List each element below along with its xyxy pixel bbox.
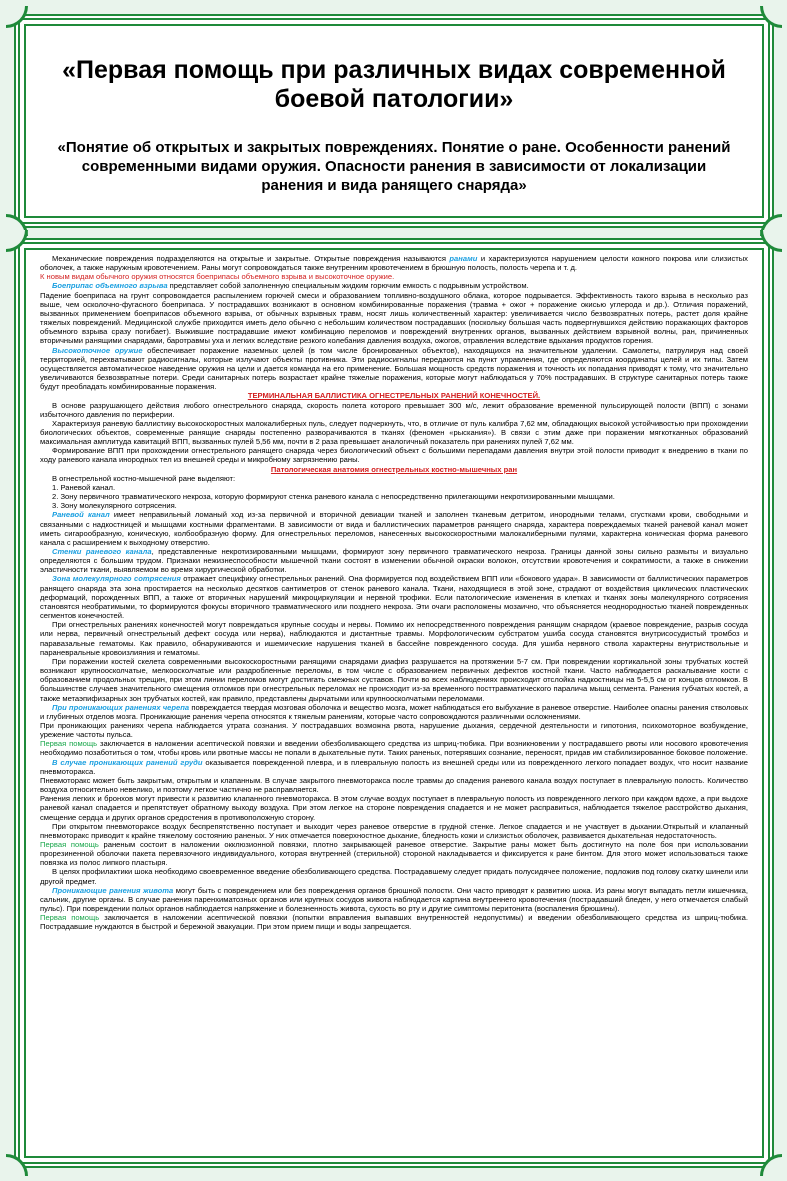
paragraph: [40, 254, 748, 272]
paragraph: [40, 703, 748, 721]
paragraph: Характеризуя раневую баллистику высокоскоростных малокалиберных пуль, следует подчеркнуть, что, в отличие от пуль калибра 7,62 мм, обладающих высокой устойчивостью при прохождении биологических объектов, современные ранящие снаряды постепенно разворачиваются в тканях (феномен «рыскания»). В связи с этим даже при поражении мягкотканных образований максимальная амплитуда кавитаций ВПП, вызванных пулей 5,56 мм, почти в 2 раза превышает аналогичный показатель при ранениях пулей 7,62 мм.: [40, 418, 748, 447]
page-title: «Первая помощь при различных видах современной боевой патологии»: [62, 56, 726, 113]
first-aid-label: Первая помощь: [40, 739, 98, 749]
paragraph: [40, 886, 748, 913]
paragraph: Ранения легких и бронхов могут привести к развитию клапанного пневмоторакса. В этом случае воздух поступает в плевральную полость из поврежденного легкого при каждом вдохе, а при выдохе раневой канал спадается и препятствует обратному выходу воздуха. При этом легкое на стороне повреждения спадается и не может расправиться, наблюдается тяжелое расстройство дыхания, смещение сердца и других органов средостения в противоположную сторону.: [40, 794, 748, 822]
text-span: оказывается поврежденной плевра, и в плевральную полость из внешней среды или из поврежденного легкого попадает воздух, что носит название пневмоторакса.: [40, 757, 748, 776]
text-span: отражает специфику огнестрельных ранений. Она формируется под воздействием ВПП или «бокового удара». В зависимости от баллистических параметров ранящего снаряда эта зона простирается на несколько десятков сантиметров от стенок раневого канала. Ткани, находящиеся в этой зоне, страдают от воздействия циклических пластических деформаций, порожденных ВПП, а также от вторичных нарушений микроциркуляции и нервной трофики. Если патологические изменения в клетках и тканях зоны молекулярного сотрясения становятся необратимыми, то формируются фокусы вторичного травматического или позднего некроза. Эти очаги расположены мозаично, что объясняется неоднородностью тканей поврежденных сегментов конечностей.: [40, 574, 749, 621]
corner-ornament: [760, 230, 782, 252]
corner-ornament: [760, 6, 782, 28]
paragraph: [40, 510, 748, 547]
section-heading: Патологическая анатомия огнестрельных костно-мышечных ран: [270, 464, 518, 474]
corner-ornament: [6, 1154, 28, 1176]
paragraph: При открытом пневмотораксе воздух беспрепятственно поступает и выходит через раневое отверстие в грудной стенке. Легкое спадается и не участвует в дыхании.Открытый и клапанный пневмоторакс приводит к крайне тяжелому состоянию раненых. У них отмечается поверхностное дыхание, бледность кожи и слизистых оболочек, развивается дыхательная недостаточность.: [40, 821, 748, 840]
paragraph: [40, 346, 748, 392]
corner-ornament: [6, 6, 28, 28]
article-body: [40, 254, 748, 932]
term-highlight: При проникающих ранениях черепа: [52, 702, 190, 712]
text-span: , представленные некротизированными мышцами, формируют зону первичного травматического некроза. Границы данной зоны сильно размыты и визуально определяются с большим трудом. Признаки нежизнеспособности мышечной ткани состоят в изменении обычной окраски волокон, отсутствии кровотечения и сократимости, а также в снижении эластичности ткани, выявляемом во время хирургической обработки.: [40, 547, 748, 575]
term-highlight: В случае проникающих ранений груди: [52, 757, 203, 767]
text-span: представляет собой заполненную специальным жидким горючим емкость с подрывным устройством.: [167, 281, 529, 291]
term-highlight: Раневой канал: [52, 510, 110, 520]
paragraph: В основе разрушающего действия любого огнестрельного снаряда, скорость полета которого превышает 300 м/с, лежит образование временной пульсирующей полости (ВПП) с зонами избыточного давления по периферии.: [40, 400, 748, 419]
text-span: имеет неправильный ломаный ход из-за первичной и вторичной девиации тканей и заполнен тканевым детритом, инородными телами, сгустками крови, свободными и связанными с надкостницей и мышцами костными фрагментами. В зависимости от вида и баллистических параметров ранящего снаряда, характера повреждаемых тканей раневой канал может иметь сигарообразную, коническую, колбообразную форму. Для огнестрельных переломов, нанесенных высокоскоростными малокалиберными пулями, характерна коническая форма раневого канала с расширением к выходному отверстию.: [40, 510, 748, 547]
header-panel: [14, 14, 774, 228]
text-span: могут быть с повреждением или без повреждения органов брюшной полости. Они часто приводят к развитию шока. Из раны могут выпадать петли кишечника, сальник, другие органы. В случае ранения паренхиматозных органов или крупных сосудов живота наблюдается картина внутреннего кровотечения (пострадавший бледен, у него отмечается слабый пульс). При повреждении полых органов наблюдается напряжение и болезненность живота, сухость во рту и другие симптомы перитонита (воспаления брюшины).: [40, 885, 748, 914]
list-item: 2. Зону первичного травматического некроза, которую формируют стенка раневого канала с непосредственно прилегающими некротизированными мышцами.: [52, 492, 615, 502]
text-span: Механические повреждения подразделяются на открытые и закрытые. Открытые повреждения называются: [52, 254, 450, 263]
paragraph: [40, 547, 748, 574]
paragraph: [40, 281, 748, 290]
paragraph: В огнестрельной костно-мышечной ране выделяют:: [52, 473, 236, 483]
paragraph: [40, 840, 748, 867]
term-highlight: Стенки раневого канала: [52, 547, 152, 556]
text-span: раненым состоит в наложении окклюзионной повязки, плотно закрывающей раневое отверстие. Закрытие раны может быть достигнуто на поле боя при использовании прорезиненной оболочки пакета перевязочного индивидуального, которая внутренней (стерильной) стороной накладывается и фиксируется к ране бинтом. Для этого может использоваться также повязка из полос липкого пластыря.: [40, 840, 748, 868]
paragraph: При огнестрельных ранениях конечностей могут повреждаться крупные сосуды и нервы. Помимо их непосредственного повреждения ранящим снарядом (краевое повреждение, разрыв сосуда или нерва, первичный огнестрельный дефект сосуда или нерва), наблюдаются и дистантные травмы. Морфологическим субстратом ушиба сосуда становятся внутрисосудистый тромбоз и паравазальные гематомы. Как правило, обнаруживаются и ишемические нарушения тканей в бассейне поврежденного сосуда. Для ушиба нервного ствола характерны внутриствольные и параневральные кровоизлияния и гематомы.: [40, 620, 748, 657]
first-aid-label: Первая помощь: [40, 913, 100, 923]
paragraph: Падение боеприпаса на грунт сопровождается распылением горючей смеси и образованием топливно-воздушного облака, которое подрывается. Эффективность такого взрыва в несколько раз выше, чем осколочно-фугасного боеприпаса. У пострадавших возникают в основном комбинированные поражения (травма + ожог + поражение окисью углерода и др.). Отличия поражений, вызванных применением боеприпасов объемного взрыва, от обычных взрывных травм, носят лишь количественный характер: увеличивается число безвозвратных потерь, растет доля крайне тяжелых повреждений. Медицинской службе приходится иметь дело обычно с небольшим количеством пострадавших (поскольку большая часть подвергнувшихся действию поражающих факторов объемного взрыва сразу погибает). Выжившие пострадавшие имеют комбинацию переломов и повреждений внутренних органов, вызванных действием взрывной волны, ран, причиненных вторичными ранящими снарядами, баротравмы уха и легких вследствие резкого колебания давления воздуха, ожогов, отравления вследствие вдыхания продуктов горения.: [40, 290, 748, 346]
content-panel: [14, 238, 774, 1168]
text-span: и характеризуются нарушением целости кожного покрова или слизистых оболочек, а также наружным кровотечением. Раны могут сопровождаться также внутренним кровотечением в брюшную полость, полость черепа и т. д.: [40, 254, 748, 273]
paragraph: [40, 758, 748, 776]
list-item: 1. Раневой канал.: [52, 482, 116, 492]
page-subtitle: «Понятие об открытых и закрытых повреждениях. Понятие о ране. Особенности ранений современными видами оружия. Опасности ранения в зависимости от локализации ранения и вида ранящего снаряда»: [57, 139, 731, 194]
corner-ornament: [760, 1154, 782, 1176]
paragraph: В целях профилактики шока необходимо своевременное введение обезболивающего средства. Пострадавшему следует придать полусидячее положение, подложив под голову скатку шинели или другой предмет.: [40, 867, 748, 886]
term-highlight: Боеприпас объемного взрыва: [52, 281, 168, 291]
text-span: заключается в наложении асептической повязки и введении обезболивающего средства из шприц-тюбика. При возникновении у пострадавшего рвоты или носового кровотечения необходимо позаботиться о том, чтобы кровь или рвотные массы не попали в дыхательные пути. Таких раненых, потерявших сознание, переносят, придав им стабилизированное боковое положение.: [40, 739, 748, 758]
section-heading: ТЕРМИНАЛЬНАЯ БАЛЛИСТИКА ОГНЕСТРЕЛЬНЫХ РАНЕНИЙ КОНЕЧНОСТЕЙ.: [247, 391, 541, 401]
paragraph: [40, 574, 748, 620]
corner-ornament: [6, 230, 28, 252]
text-span: заключается в наложении асептической повязки (попытки вправления выпавших внутренностей недопустимы) и введении обезболивающего средства из шприц-тюбика. Пострадавшие нуждаются в быстрой и бережной эвакуации. При этом прием пищи и воды запрещается.: [40, 913, 748, 932]
first-aid-label: Первая помощь: [40, 840, 99, 849]
paragraph: Пневмоторакс может быть закрытым, открытым и клапанным. В случае закрытого пневмоторакса после травмы до спадения раневого канала воздух поступает в плевральную полость. Количество воздуха относительно невелико, и поэтому легкое частично не расправляется.: [40, 775, 748, 795]
text-span: повреждается твердая мозговая оболочка и вещество мозга, может наблюдаться его выбухание в раневое отверстие. Наиболее опасны ранения стволовых и глубинных отделов мозга. Проникающие ранения черепа относятся к тяжелым ранениям, которые часто сопровождаются различными осложнениями.: [40, 702, 748, 721]
term-highlight: Проникающие ранения живота: [52, 885, 174, 895]
paragraph: При проникающих ранениях черепа наблюдается утрата сознания. У пострадавших возможна рвота, нарушение дыхания, сердечной деятельности и гипотония, психомоторное возбуждение, урежение частоты пульса.: [40, 720, 748, 740]
term-highlight: Высокоточное оружие: [52, 345, 143, 355]
paragraph: [40, 913, 748, 931]
paragraph: К новым видам обычного оружия относятся боеприпасы объемного взрыва и высокоточное оружие.: [40, 272, 395, 282]
paragraph: [40, 739, 748, 757]
paragraph: Формирование ВПП при прохождении огнестрельного ранящего снаряда через биологический объект с большими перепадами давления внутри этой полости приводит к внедрению в ткани по ходу раневого канала инородных тел из внешней среды и микробному загрязнению раны.: [40, 446, 748, 465]
term-highlight: ранами: [449, 254, 478, 263]
paragraph: При поражении костей скелета современными высокоскоростными ранящими снарядами диафиз разрушается на протяжении 5-7 см. При повреждении кортикальной зоны трубчатых костей возникают крупноосколчатые, мелкоосколчатые или раздробленные переломы, в том числе с образованием первичных дефектов костной ткани. Часто наблюдается раскалывание кости с образованием продольных трещин, при этом линии переломов могут достигать смежных суставов. Почти во всех наблюдениях происходит отслойка надкостницы на 5-5,5 см от концов отломков. В большинстве случаев значительного смещения отломков при огнестрельных переломах не происходит из-за временного посттравматического паралича мышц сегмента. Ранения губчатых костей, а также метаэпифизарных зон трубчатых костей, как правило, представлены дырчатыми или крупноосколчатыми переломами.: [40, 656, 748, 703]
term-highlight: Зона молекулярного сотрясения: [52, 574, 181, 584]
text-span: обеспечивает поражение наземных целей (в том числе бронированных объектов), находящихся на значительном удалении. Самолеты, патрулируя над своей территорией, перехватывают радиосигналы, которые излучают объекты противника. Эти радиосигналы передаются на пункт управления, где определяются координаты целей и их типы. Затем осуществляется автоматическое наведение оружия на цели и дается команда на его применение. Большая мощность средств поражения и точность их попадания приводят к тому, что значительно увеличиваются безвозвратные потери. Среди санитарных потерь возрастает крайне тяжелые поражения, которые могут наблюдаться у 70% пострадавших. В структуре санитарных потерь также будут преобладать комбинированные поражения.: [40, 345, 748, 392]
list-item: 3. Зону молекулярного сотрясения.: [52, 501, 177, 511]
